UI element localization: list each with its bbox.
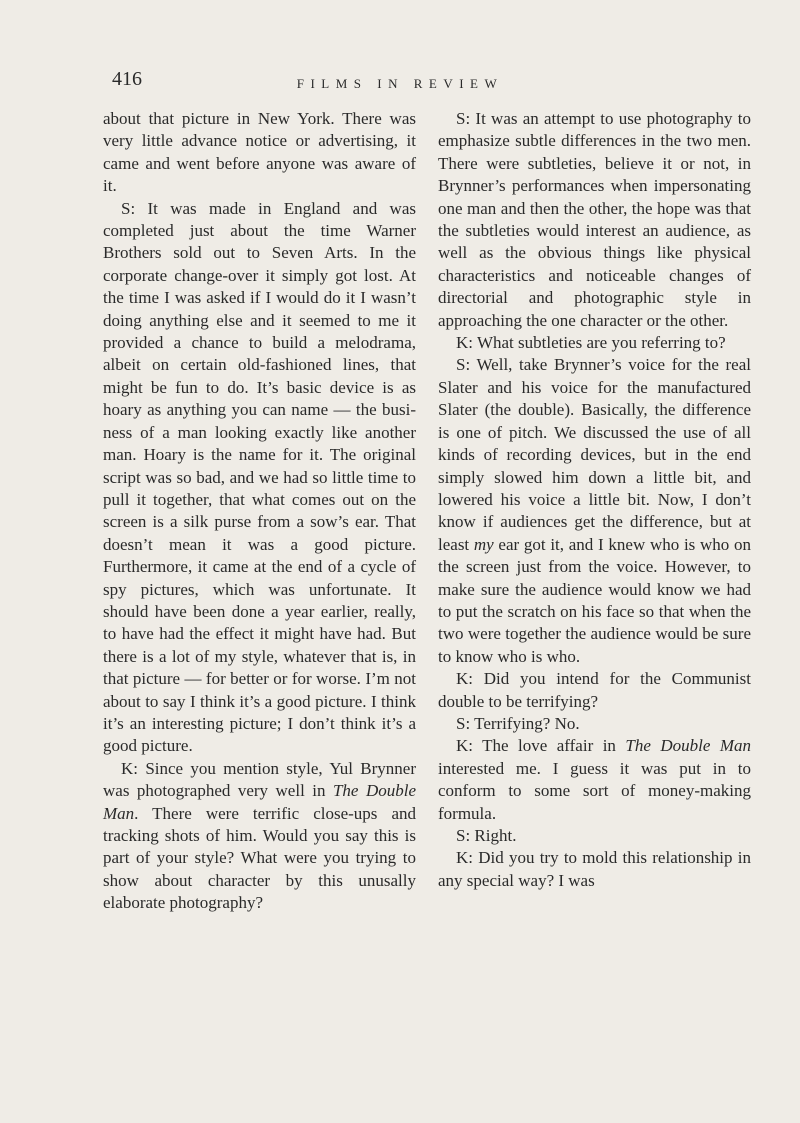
paragraph — [438, 354, 751, 668]
paragraph: S: It was an attempt to use photography to emphasize subtle differences in the two men. There were subtleties, believe it or not, in Brynner’s performances when impersonating one man and then the other, the hope was that the subtleties would interest an audience, as well as the obvious things like physical characteristics and noticeable changes of directorial and photographic style in approaching the one character or the other. — [438, 109, 751, 330]
paragraph — [103, 758, 416, 915]
left-column — [103, 108, 416, 915]
emphasis: my — [473, 534, 494, 554]
paragraph-text: S: Well, take Brynner’s voice for the real Slater and his voice for the manufactured Slater (the double). Basically, the difference is one of pitch. We discussed the use of all kinds of recording devices, but in the end simply slowed him down a little bit, and lowered his voice a little bit. Now, I don’t know if audiences get the difference, but at least — [438, 355, 751, 554]
paragraph: S: Right. — [456, 826, 517, 845]
paragraph: K: Did you intend for the Communist double to be terrifying? — [438, 669, 751, 711]
paragraph: K: What subtleties are you referring to? — [456, 333, 726, 353]
paragraph — [438, 735, 751, 825]
paragraph: S: Terrifying? No. — [456, 713, 580, 733]
paragraph: about that picture in New York. There was very little advance notice or advertising, it came and went before anyone was aware of it. — [103, 109, 416, 196]
right-column — [438, 108, 751, 892]
paragraph-text: ear got it, and I knew who is who on the screen just from the voice. However, to make sure the audience would know we had to put the scratch on his face so that when the two were together the audience would be sure to know who is who. — [438, 534, 751, 666]
paragraph-text: interested me. I guess it was put in to conform to some sort of money-making formula. — [438, 758, 751, 823]
running-head: FILMS IN REVIEW — [296, 76, 504, 91]
film-title: The Double Man — [625, 736, 751, 756]
paragraph: S: It was made in England and was completed just about the time Warner Brothers sold out to Seven Arts. In the corporate change-over it simply got lost. At the time I was asked if I would do it I wasn’t doing anything else and it seemed to me it provided a chance to build a melodrama, albeit on certain old-fashioned lines, that might be fun to do. It’s basic device is as hoary as anything you can name — the business of a man looking exactly like another man. Hoary is the name for it. The original script was so bad, and we had so little time to pull it together, that what comes out on the screen is a silk purse from a sow’s ear. That doesn’t mean it was a good picture. Furthermore, it came at the end of a cycle of spy pictures, which was unfortunate. It should have been done a year earlier, really, to have had the effect it might have had. But there is a lot of my style, whatever that is, in that picture — for better or for worse. I’m not about to say I think it’s a good picture. I think it’s an interesting picture; I don’t think it’s a good picture. — [103, 198, 416, 756]
paragraph-text: K: The love affair in — [456, 736, 626, 756]
paragraph-text: K: Since you mention style, Yul Brynner was photographed very well in — [103, 758, 416, 801]
paragraph-text: . There were terrific close-ups and tracking shots of him. Would you say this is part of your style? What were you trying to show about character by this unusally elaborate photography? — [103, 803, 416, 913]
page-number: 416 — [112, 68, 142, 90]
film-title: The Double Man — [103, 781, 416, 823]
paragraph: K: Did you try to mold this relationship in any special way? I was — [438, 848, 751, 890]
